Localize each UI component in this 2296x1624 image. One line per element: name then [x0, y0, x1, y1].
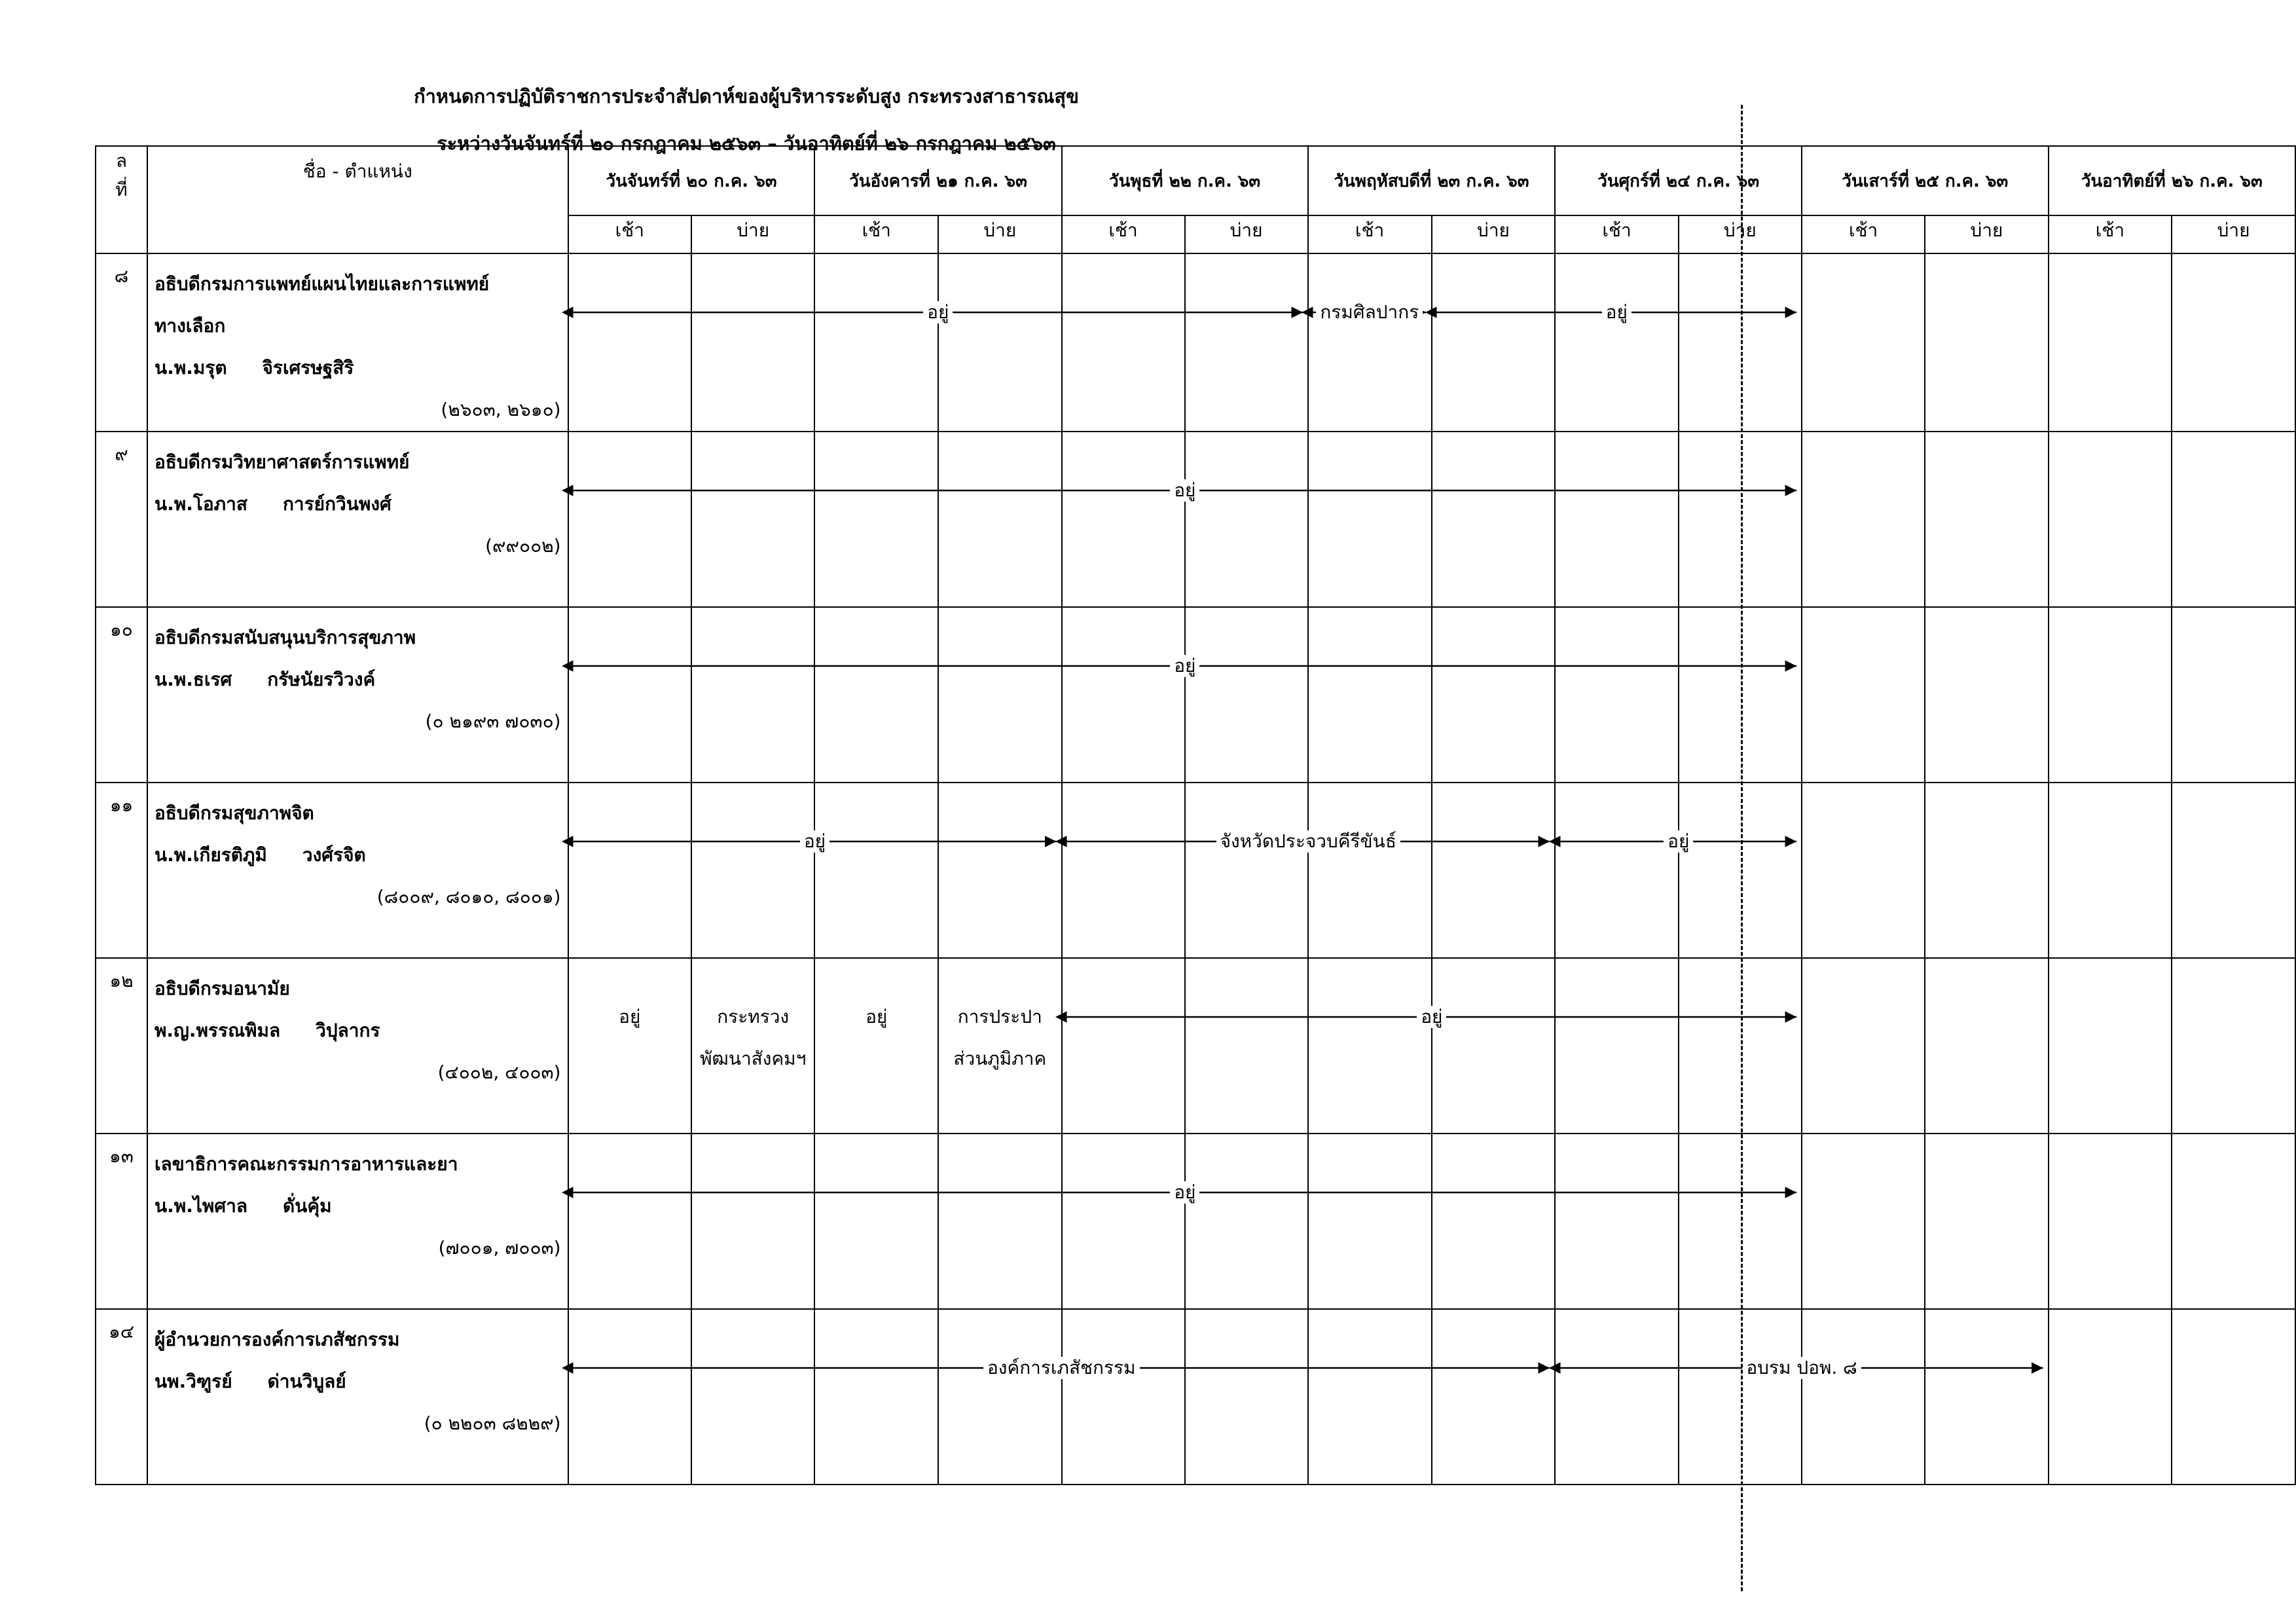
position-title: อธิบดีกรมสนับสนุนบริการสุขภาพ: [154, 627, 416, 648]
official-surname: ด่านวิบูลย์: [267, 1371, 346, 1392]
span-label: กรมศิลปากร: [1316, 301, 1423, 323]
page-subtitle: ระหว่างวันจันทร์ที่ ๒๐ กรกฎาคม ๒๕๖๓ – วันอาทิตย์ที่ ๒๖ กรกฎาคม ๒๕๖๓: [437, 132, 1056, 155]
official-surname: วงศ์รจิต: [302, 844, 366, 866]
page-title: กำหนดการปฏิบัติราชการประจำสัปดาห์ของผู้บริหารระดับสูง กระทรวงสาธารณสุข: [414, 85, 1079, 107]
day-header-wed: วันพุธที่ ๒๒ ก.ค. ๖๓: [1062, 146, 1308, 215]
slot-entry-line1: กระทรวง: [717, 1006, 790, 1027]
official-first-name: นพ.วิฑูรย์: [154, 1371, 232, 1392]
official-first-name: น.พ.เกียรติภูมิ: [154, 844, 267, 866]
day-header-fri: วันศุกร์ที่ ๒๔ ก.ค. ๖๓: [1555, 146, 1801, 215]
span-label: อบรม ปอพ. ๘: [1742, 1357, 1861, 1379]
slot-entry: [938, 996, 1062, 1080]
span-label: อยู่: [1170, 655, 1199, 677]
position-title: เลขาธิการคณะกรรมการอาหารและยา: [154, 1153, 458, 1175]
slot-entry-line1: การประปา: [957, 1006, 1042, 1027]
slot-header-morning: เช้า: [1802, 215, 1925, 253]
number-header-line1: ล: [115, 150, 128, 172]
phone-extension: (๐ ๒๒๐๓ ๘๒๒๙): [424, 1412, 561, 1434]
phone-extension: (๗๐๐๑, ๗๐๐๓): [438, 1237, 561, 1259]
position-title-cont: ทางเลือก: [154, 315, 226, 337]
slot-header-morning: เช้า: [1308, 215, 1432, 253]
position-title: ผู้อำนวยการองค์การเภสัชกรรม: [154, 1329, 400, 1350]
day-header-thu: วันพฤหัสบดีที่ ๒๓ ก.ค. ๖๓: [1308, 146, 1556, 215]
official-first-name: น.พ.โอภาส: [154, 493, 247, 515]
slot-entry: [814, 996, 938, 1038]
row-number: ๙: [96, 432, 147, 607]
span-label: อยู่: [1602, 301, 1631, 323]
span-label: อยู่: [923, 301, 953, 323]
position-title: อธิบดีกรมการแพทย์แผนไทยและการแพทย์: [154, 273, 490, 295]
day-header-tue: วันอังคารที่ ๒๑ ก.ค. ๖๓: [814, 146, 1061, 215]
slot-header-afternoon: บ่าย: [938, 215, 1062, 253]
slot-entry-line1: อยู่: [619, 1006, 641, 1027]
official-surname: ดั่นคุ้ม: [283, 1195, 332, 1217]
row-number: ๑๒: [96, 958, 147, 1134]
phone-extension: (๘๐๐๙, ๘๐๑๐, ๘๐๐๑): [376, 886, 561, 908]
span-label: อยู่: [1170, 479, 1199, 502]
official-first-name: น.พ.ธเรศ: [154, 669, 232, 690]
phone-extension: (๒๖๐๓, ๒๖๑๐): [441, 399, 561, 420]
position-title: อธิบดีกรมวิทยาศาสตร์การแพทย์: [154, 451, 410, 473]
official-first-name: น.พ.ไพศาล: [154, 1195, 248, 1217]
day-header-mon: วันจันทร์ที่ ๒๐ ก.ค. ๖๓: [568, 146, 815, 215]
slot-header-morning: เช้า: [1555, 215, 1678, 253]
dashed-fold-line: [1741, 105, 1743, 1591]
day-header-sat: วันเสาร์ที่ ๒๕ ก.ค. ๖๓: [1802, 146, 2049, 215]
official-first-name: น.พ.มรุต: [154, 357, 227, 378]
span-label: จังหวัดประจวบคีรีขันธ์: [1216, 830, 1400, 853]
row-number: ๑๔: [96, 1309, 147, 1485]
row-number: ๑๐: [96, 607, 147, 783]
number-header-line2: ที่: [115, 179, 128, 200]
span-label: อยู่: [1417, 1006, 1446, 1028]
day-header-sun: วันอาทิตย์ที่ ๒๖ ก.ค. ๖๓: [2049, 146, 2295, 215]
span-label: อยู่: [1664, 830, 1693, 853]
official-surname: กรัษนัยรวิวงค์: [267, 669, 376, 690]
span-label: องค์การเภสัชกรรม: [983, 1357, 1140, 1379]
slot-entry: [568, 996, 691, 1038]
row-number: ๘: [96, 253, 147, 432]
official-surname: วิปุลากร: [316, 1020, 380, 1041]
official-surname: จิรเศรษฐสิริ: [262, 357, 354, 378]
slot-entry-line1: อยู่: [866, 1006, 888, 1027]
position-title: อธิบดีกรมสุขภาพจิต: [154, 802, 314, 824]
phone-extension: (๐ ๒๑๙๓ ๗๐๓๐): [425, 710, 561, 732]
slot-header-afternoon: บ่าย: [1925, 215, 2048, 253]
slot-header-morning: เช้า: [814, 215, 938, 253]
slot-entry-line2: ส่วนภูมิภาค: [953, 1048, 1047, 1069]
slot-header-afternoon: บ่าย: [1679, 215, 1802, 253]
slot-header-morning: เช้า: [568, 215, 691, 253]
name-position-header: ชื่อ - ตำแหน่ง: [147, 146, 568, 253]
official-surname: การย์กวินพงศ์: [282, 493, 392, 515]
slot-entry-line2: พัฒนาสังคมฯ: [700, 1048, 807, 1069]
position-title: อธิบดีกรมอนามัย: [154, 978, 290, 999]
phone-extension: (๙๙๐๐๒): [485, 535, 561, 557]
slot-header-afternoon: บ่าย: [1185, 215, 1308, 253]
slot-header-afternoon: บ่าย: [1432, 215, 1556, 253]
slot-entry: [691, 996, 814, 1080]
official-first-name: พ.ญ.พรรณพิมล: [154, 1020, 281, 1041]
row-number: ๑๑: [96, 783, 147, 958]
row-number: ๑๓: [96, 1134, 147, 1309]
phone-extension: (๔๐๐๒, ๔๐๐๓): [437, 1061, 561, 1083]
slot-header-afternoon: บ่าย: [2172, 215, 2295, 253]
slot-header-morning: เช้า: [2049, 215, 2172, 253]
span-label: อยู่: [800, 830, 829, 853]
slot-header-afternoon: บ่าย: [691, 215, 814, 253]
span-label: อยู่: [1170, 1181, 1199, 1204]
slot-header-morning: เช้า: [1062, 215, 1185, 253]
